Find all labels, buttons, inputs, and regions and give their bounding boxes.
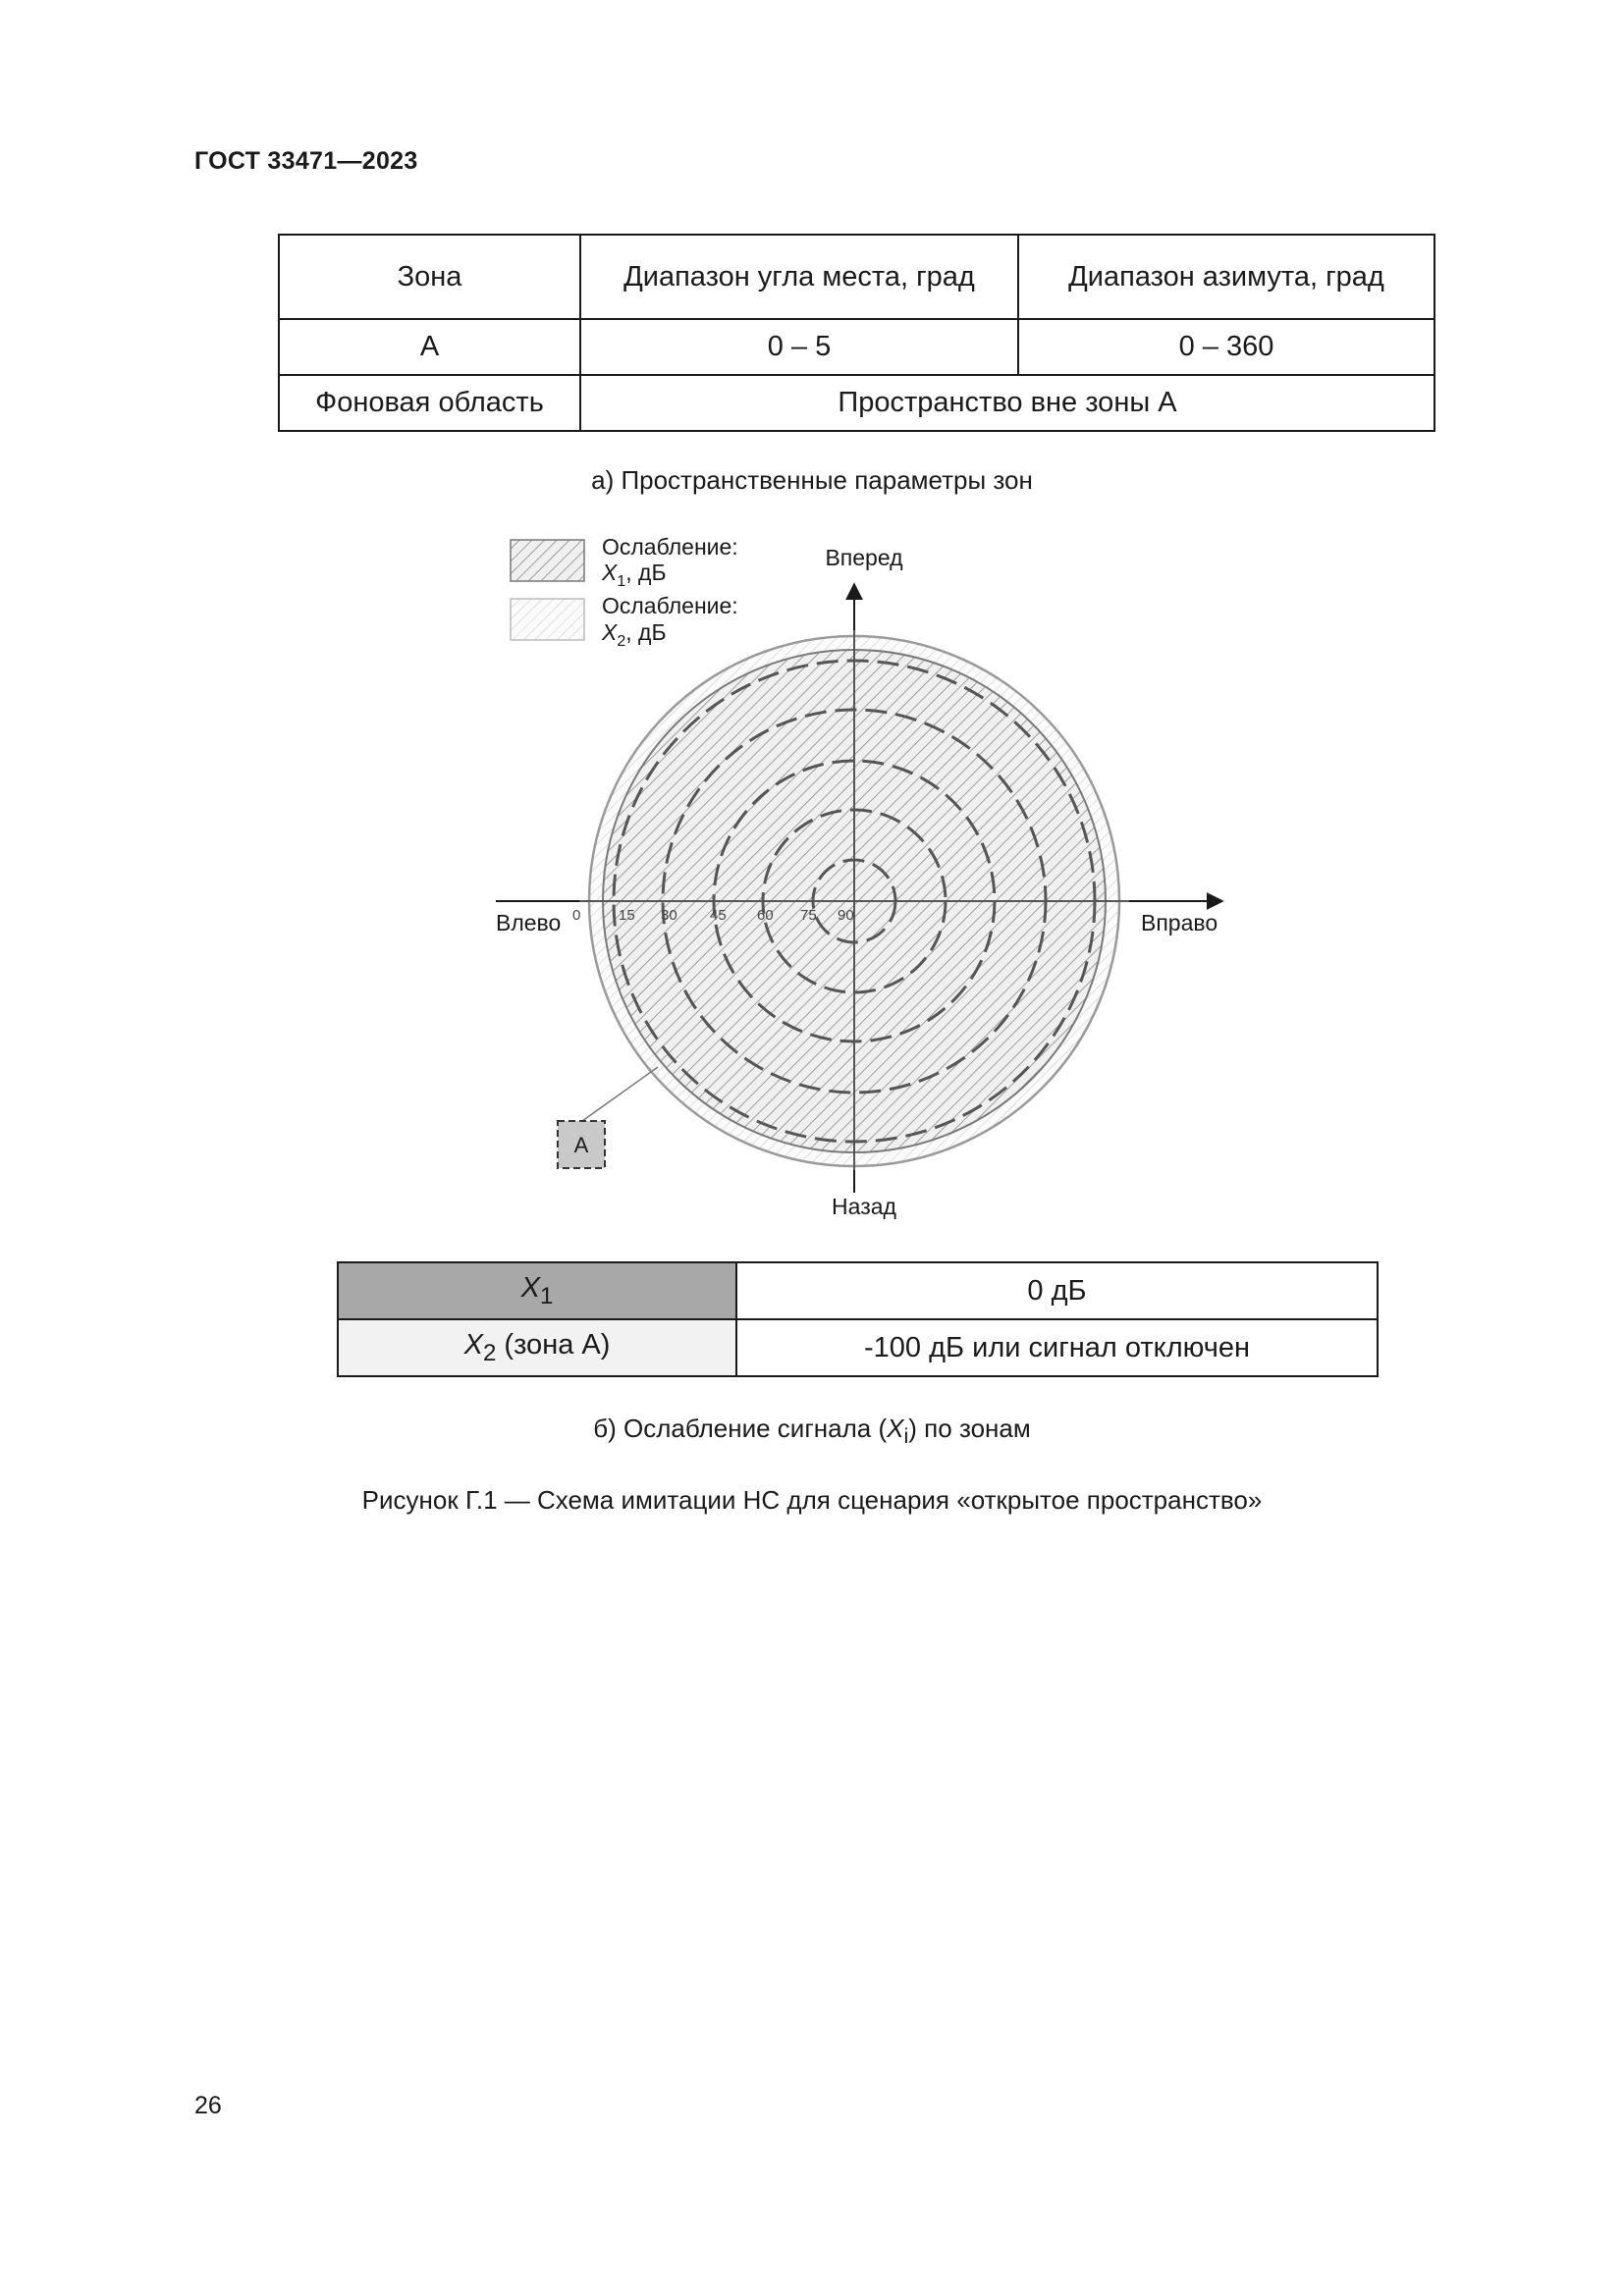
header-azimuth-range: Диапазон азимута, град [1018, 235, 1435, 319]
att-x1-value: 0 дБ [736, 1262, 1378, 1319]
caption-b: б) Ослабление сигнала $(X_i)$ по зонам [593, 1414, 1031, 1449]
zone-diagram [481, 515, 1237, 1222]
table-row [338, 1262, 1378, 1319]
legend-x2-title: Ослабление: [602, 593, 738, 618]
table-row [338, 1319, 1378, 1376]
tick-75: 75 [800, 907, 817, 924]
tick-15: 15 [619, 907, 635, 924]
header-zone: Зона [279, 235, 580, 319]
tick-30: 30 [661, 907, 677, 924]
tick-60: 60 [757, 907, 774, 924]
background-zone-range: Пространство вне зоны А [580, 375, 1435, 431]
background-zone-name: Фоновая область [279, 375, 580, 431]
att-x2-value: -100 дБ или сигнал отключен [736, 1319, 1378, 1376]
legend-x2-label: $X_2$, дБ [602, 619, 667, 650]
attenuation-table [337, 1261, 1379, 1377]
zone-a-azimuth: 0 – 360 [1018, 319, 1435, 375]
tick-0: 0 [572, 907, 581, 924]
legend [511, 534, 738, 650]
label-back: Назад [832, 1194, 896, 1219]
legend-x2-swatch [511, 599, 584, 640]
att-x2-key: $X_2$ (зона А) [338, 1319, 736, 1376]
document-header: ГОСТ 33471—2023 [194, 147, 418, 175]
label-left: Влево [496, 910, 562, 935]
figure-caption: Рисунок Г.1 — Схема имитации НС для сценария «открытое пространство» [361, 1485, 1263, 1515]
page-number: 26 [194, 2092, 222, 2119]
legend-x1-swatch [511, 540, 584, 581]
header-elevation-range: Диапазон угла места, град [580, 235, 1018, 319]
label-right: Вправо [1141, 910, 1218, 935]
zone-a-label: А [573, 1133, 589, 1157]
zone-a-elevation: 0 – 5 [580, 319, 1018, 375]
tick-45: 45 [710, 907, 727, 924]
table-row [279, 375, 1435, 431]
caption-a: а) Пространственные параметры зон [591, 465, 1033, 495]
table-header-row [279, 235, 1435, 319]
zone-parameters-table [278, 234, 1435, 432]
legend-x1-label: $X_1$, дБ [602, 560, 667, 590]
legend-x1-title: Ослабление: [602, 534, 738, 560]
att-x1-key: $X_1$ [338, 1262, 736, 1319]
label-forward: Вперед [825, 545, 903, 570]
table-row [279, 319, 1435, 375]
zone-a-leader [582, 1067, 658, 1121]
tick-90: 90 [838, 907, 854, 924]
zone-a-name: А [279, 319, 580, 375]
